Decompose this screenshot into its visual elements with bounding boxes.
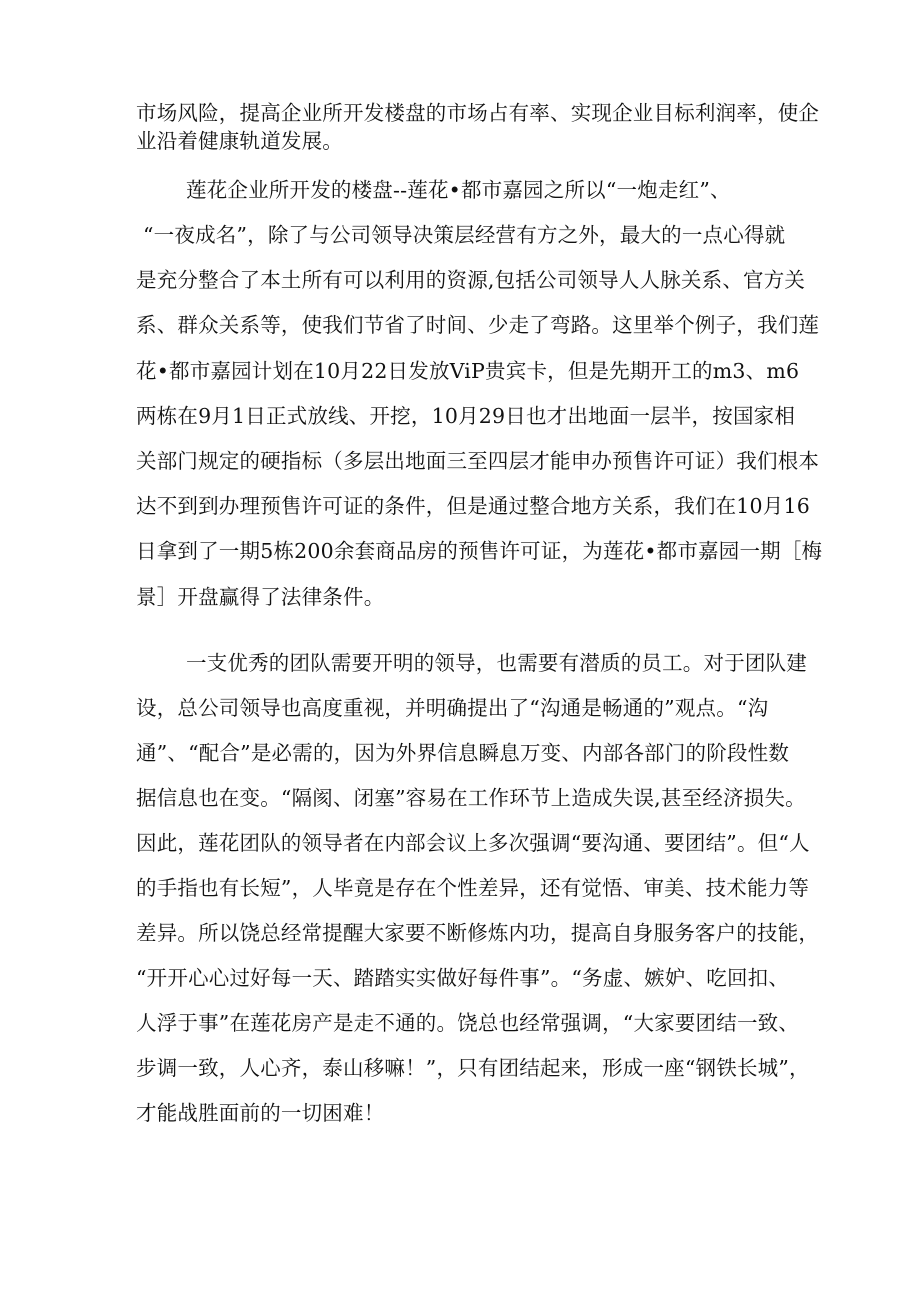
text-line: “一夜成名”，除了与公司领导决策层经营有方之外，最大的一点心得就 <box>143 223 786 247</box>
text-line: 是充分整合了本土所有可以利用的资源,包括公司领导人人脉关系、官方关 <box>136 268 806 292</box>
text-line: 业沿着健康轨道发展。 <box>136 129 343 153</box>
text-line: “开开心心过好每一天、踏踏实实做好每件事”。“务虚、嫉妒、吃回扣、 <box>136 966 790 990</box>
text-line: 市场风险，提高企业所开发楼盘的市场占有率、实现企业目标利润率，使企 <box>136 101 820 125</box>
text-line: 据信息也在变。“隔阂、闭塞”容易在工作环节上造成失误,甚至经济损失。 <box>136 786 806 810</box>
text-line: 人浮于事”在莲花房产是走不通的。饶总也经常强调，“大家要团结一致、 <box>136 1011 800 1035</box>
text-line: 日拿到了一期5栋200余套商品房的预售许可证，为莲花•都市嘉园一期［梅 <box>136 539 823 563</box>
text-line: 莲花企业所开发的楼盘--莲花•都市嘉园之所以“一炮走红”、 <box>186 178 731 202</box>
text-line: 两栋在9月1日正式放线、开挖，10月29日也才出地面一层半，按国家相 <box>136 404 796 428</box>
text-line: 通”、“配合”是必需的，因为外界信息瞬息万变、内部各部门的阶段性数 <box>136 741 790 765</box>
text-line: 系、群众关系等，使我们节省了时间、少走了弯路。这里举个例子，我们莲 <box>136 313 820 337</box>
text-line: 关部门规定的硬指标（多层出地面三至四层才能申办预售许可证）我们根本 <box>136 449 820 473</box>
text-line: 才能战胜面前的一切困难！ <box>136 1101 385 1125</box>
text-line: 一支优秀的团队需要开明的领导，也需要有潜质的员工。对于团队建 <box>186 651 807 675</box>
text-line: 景］开盘赢得了法律条件。 <box>136 585 385 609</box>
text-line: 的手指也有长短”，人毕竟是存在个性差异，还有觉悟、审美、技术能力等 <box>136 876 810 900</box>
text-line: 设，总公司领导也高度重视，并明确提出了“沟通是畅通的”观点。“沟 <box>136 696 769 720</box>
text-line: 达不到到办理预售许可证的条件，但是通过整合地方关系，我们在10月16 <box>136 494 810 518</box>
text-line: 差异。所以饶总经常提醒大家要不断修炼内功，提高自身服务客户的技能， <box>136 921 820 945</box>
text-line: 花•都市嘉园计划在10月22日发放ViP贵宾卡，但是先期开工的m3、m6 <box>136 359 800 383</box>
text-line: 步调一致，人心齐，泰山移嘛！”，只有团结起来，形成一座“钢铁长城”， <box>136 1056 810 1080</box>
text-line: 因此，莲花团队的领导者在内部会议上多次强调“要沟通、要团结”。但“人 <box>136 831 810 855</box>
